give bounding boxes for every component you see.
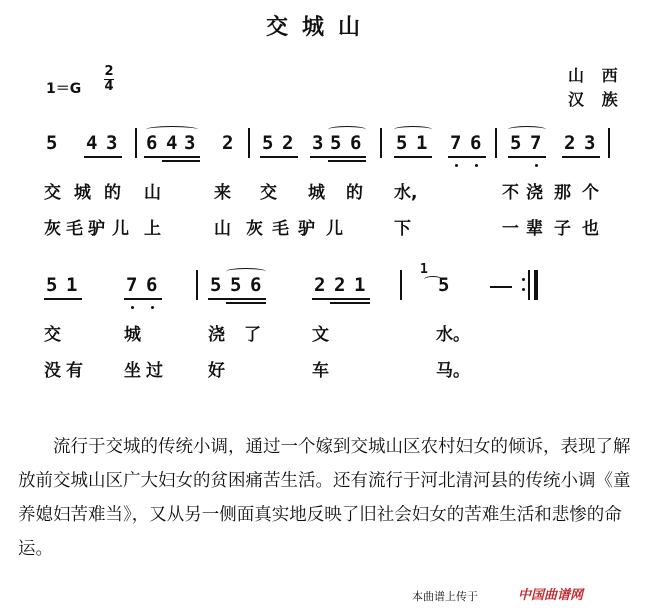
lyric: 一: [502, 219, 519, 239]
lyric: 水,: [394, 183, 418, 203]
note: 6: [470, 132, 482, 154]
lyric: 好: [208, 361, 225, 381]
lyric: 也: [582, 219, 599, 239]
lyric: 驴: [88, 219, 105, 239]
lyric: 交: [44, 183, 61, 203]
note: 5: [46, 274, 58, 296]
lyric: 城: [308, 183, 325, 203]
note: 7: [450, 132, 462, 154]
note: 3: [184, 132, 196, 154]
note: 4: [86, 132, 98, 154]
lyric: 了: [244, 325, 261, 345]
lyric: 马。: [436, 361, 470, 381]
note: 5: [396, 132, 408, 154]
note: 5: [230, 274, 242, 296]
note: 1: [354, 274, 366, 296]
lyric: 毛: [272, 219, 289, 239]
lyric: 辈: [526, 219, 543, 239]
note: 2: [282, 132, 294, 154]
lyric: 子: [554, 219, 571, 239]
note: 4: [166, 132, 178, 154]
note: 5: [330, 132, 342, 154]
note: 5: [262, 132, 274, 154]
lyric: 交: [260, 183, 277, 203]
lyric: 不: [502, 183, 519, 203]
notation-line-2: [0, 262, 650, 310]
lyric: 灰: [44, 219, 61, 239]
dash: [490, 286, 512, 288]
note: 3: [106, 132, 118, 154]
note: 5: [210, 274, 222, 296]
lyric: 山: [144, 183, 161, 203]
origin-region: 山 西: [568, 66, 624, 85]
lyric: 那: [554, 183, 571, 203]
lyric: 交: [44, 325, 61, 345]
lyric: 文: [312, 325, 329, 345]
barline: [495, 128, 497, 158]
lyric: 浇: [526, 183, 543, 203]
barline: [528, 270, 530, 300]
final-barline: [534, 270, 538, 300]
lyric: 过: [146, 361, 163, 381]
note: 2: [334, 274, 346, 296]
song-title: 交城山: [266, 15, 375, 40]
note: 2: [314, 274, 326, 296]
lyric: 来: [214, 183, 231, 203]
barline: [248, 128, 250, 158]
note: 5: [510, 132, 522, 154]
origin-ethnicity: 汉 族: [568, 90, 624, 109]
barline: [400, 270, 402, 300]
site-logo: 中国曲谱网: [518, 588, 584, 603]
lyric: 灰: [246, 219, 263, 239]
note: 1: [66, 274, 78, 296]
note: 5: [46, 132, 58, 154]
origin-label: [568, 64, 624, 112]
note: 6: [250, 274, 262, 296]
lyric: 的: [346, 183, 363, 203]
note: 3: [312, 132, 324, 154]
note: 7: [530, 132, 542, 154]
note: 2: [564, 132, 576, 154]
grace-note: 1: [420, 262, 428, 277]
time-signature-bottom: 4: [104, 79, 114, 94]
note: 6: [146, 274, 158, 296]
note: 6: [146, 132, 158, 154]
lyric: 下: [394, 219, 411, 239]
note: 7: [126, 274, 138, 296]
lyric: 儿: [326, 219, 343, 239]
note: 1: [416, 132, 428, 154]
note: 2: [222, 132, 234, 154]
lyric: 坐: [124, 361, 141, 381]
lyric: 城: [124, 325, 141, 345]
lyric: 毛: [66, 219, 83, 239]
footer-text: 本曲谱上传于: [412, 590, 478, 603]
lyric: 驴: [298, 219, 315, 239]
lyric: 个: [582, 183, 599, 203]
notation-line-1: [0, 128, 650, 168]
time-signature-top: 2: [104, 64, 114, 79]
lyric: 车: [312, 361, 329, 381]
lyric: 城: [74, 183, 91, 203]
barline: [135, 128, 137, 158]
lyric: 儿: [112, 219, 129, 239]
description-text: 流行于交城的传统小调，通过一个嫁到交城山区农村妇女的倾诉，表现了解放前交城山区广大妇女的贫困痛苦生活。还有流行于河北清河县的传统小调《童养媳妇苦难当》，又从另一侧面真实地反映了旧社会妇女的苦难生活和悲惨的命运。: [18, 437, 631, 559]
time-signature: [104, 66, 114, 93]
lyric: 山: [214, 219, 231, 239]
key-signature: 1＝G: [46, 81, 82, 97]
note: 3: [584, 132, 596, 154]
lyric: 有: [66, 361, 83, 381]
lyric: 上: [144, 219, 161, 239]
barline: [380, 128, 382, 158]
lyric: 水。: [436, 325, 470, 345]
barline: [608, 128, 610, 158]
description-paragraph: [18, 430, 633, 566]
lyric: 没: [44, 361, 61, 381]
lyric: 的: [104, 183, 121, 203]
lyric: 浇: [208, 325, 225, 345]
note: 6: [350, 132, 362, 154]
note: 5: [438, 274, 450, 296]
barline: [196, 270, 198, 300]
